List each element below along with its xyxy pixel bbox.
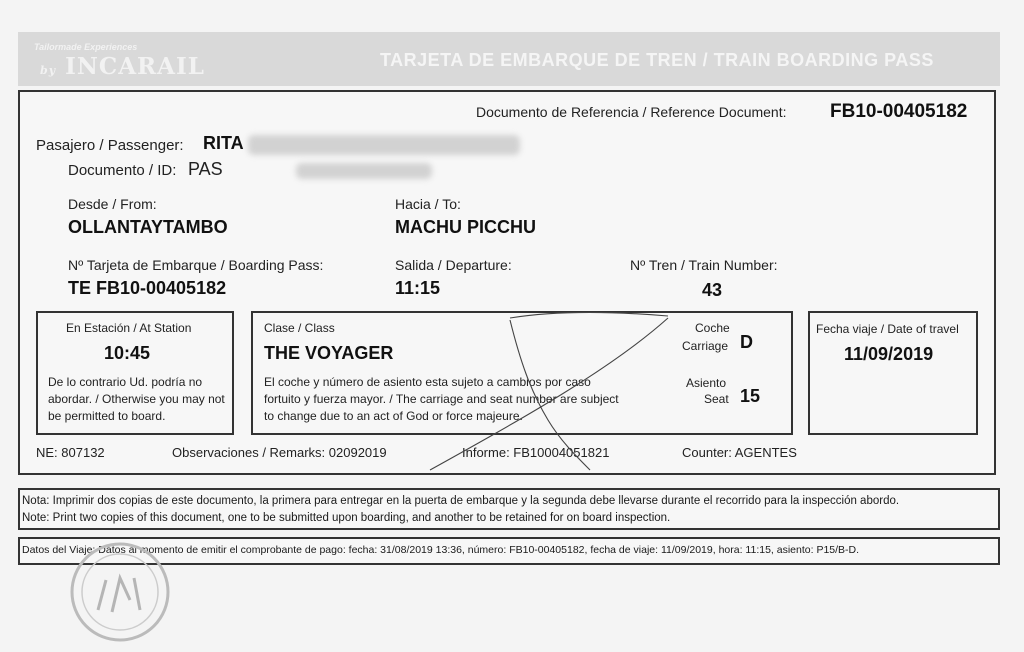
train-number-value: 43 [702,280,723,300]
logo-name: INCARAIL [65,53,205,80]
stamp-seal [68,540,172,644]
departure-label: Salida / Departure: [395,257,512,273]
reference-value: FB10-00405182 [830,101,968,122]
logo-tagline: Tailormade Experiences [34,42,138,52]
to-value: MACHU PICCHU [395,217,536,237]
at-station-label: En Estación / At Station [66,321,192,335]
remarks: Observaciones / Remarks: 02092019 [172,445,387,460]
note-spanish: Nota: Imprimir dos copias de este documento, la primera para entregar en la puerta de embarque y la segunda debe llevarse durante el recorrido para la inspección abordo. [22,495,900,507]
class-disclaimer: El coche y número de asiento esta sujeto a cambios por caso fortuito y fuerza mayor. / The carriage and seat number are subject to change due to an act of God or force majeure. [264,375,619,423]
reference-label: Documento de Referencia / Reference Document: [476,104,787,120]
train-number-label: Nº Tren / Train Number: [630,257,778,273]
redacted-id-number [296,163,432,179]
travel-date-value: 11/09/2019 [844,344,934,364]
informe: Informe: FB10004051821 [462,445,610,460]
seat-value: 15 [740,386,761,406]
page-title: TARJETA DE EMBARQUE DE TREN / TRAIN BOARDING PASS [380,50,934,70]
id-label: Documento / ID: [68,162,177,179]
incarail-logo [40,53,205,80]
class-label: Clase / Class [264,321,335,335]
id-type: PAS [188,159,223,179]
at-station-warning: De lo contrario Ud. podría no abordar. / Otherwise you may not be permitted to board. [48,375,225,423]
trip-data-text: Datos del Viaje: Datos al momento de emitir el comprobante de pago: fecha: 31/08/2019 13:36, número: FB10-00405182, fecha de viaje: 11/09/2019, hora: 11:15, asiento: P15/B-D. [22,544,860,556]
passenger-label: Pasajero / Passenger: [36,137,184,154]
coach-label-en: Carriage [682,339,729,353]
seat-label-en: Seat [704,392,729,406]
travel-date-label: Fecha viaje / Date of travel [816,322,959,336]
passenger-name: RITA [203,133,244,153]
boarding-pass-value: TE FB10-00405182 [68,278,227,298]
to-label: Hacia / To: [395,196,461,212]
ne-number: NE: 807132 [36,445,105,460]
departure-value: 11:15 [395,278,441,298]
boarding-pass-label: Nº Tarjeta de Embarque / Boarding Pass: [68,257,324,273]
seat-label-es: Asiento [686,376,727,390]
from-label: Desde / From: [68,196,157,212]
note-english: Note: Print two copies of this document, one to be submitted upon boarding, and another to be retained for on board inspection. [22,512,671,524]
coach-label-es: Coche [695,321,730,335]
redacted-surname [248,135,520,155]
at-station-time: 10:45 [104,343,151,363]
from-value: OLLANTAYTAMBO [68,217,228,237]
counter: Counter: AGENTES [682,445,797,460]
coach-value: D [740,332,753,352]
class-value: THE VOYAGER [264,343,394,363]
logo-by: by [40,64,57,77]
